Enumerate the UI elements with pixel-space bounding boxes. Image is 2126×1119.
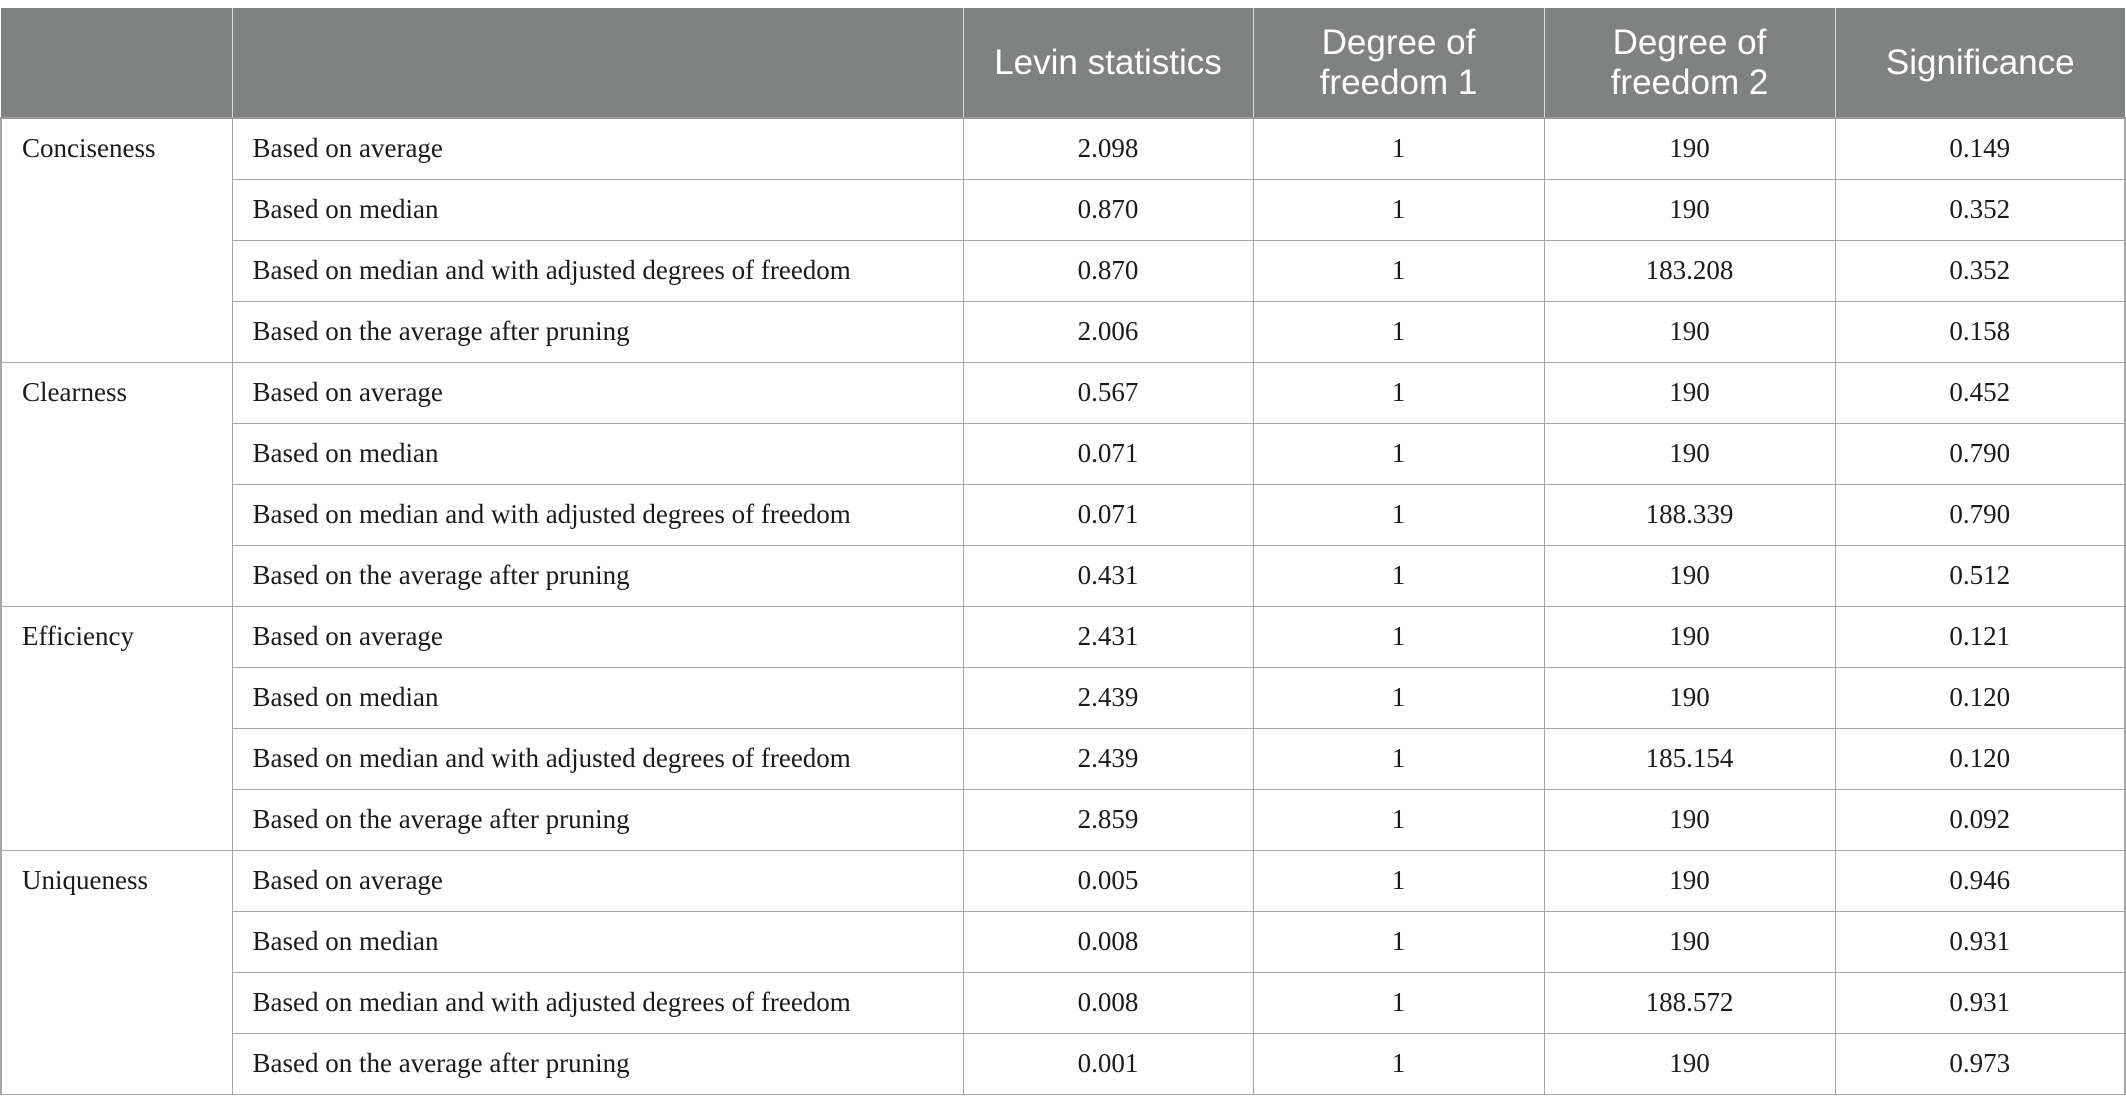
df1-cell: 1 — [1253, 118, 1544, 179]
df2-cell: 185.154 — [1544, 728, 1835, 789]
group-label-cell: Conciseness — [1, 118, 232, 362]
method-cell: Based on median — [232, 911, 963, 972]
df1-cell: 1 — [1253, 850, 1544, 911]
levin-statistic-cell: 0.870 — [963, 240, 1253, 301]
levene-test-table — [0, 8, 2126, 1095]
significance-cell: 0.452 — [1835, 362, 2125, 423]
table-row — [1, 423, 2125, 484]
df2-cell: 188.339 — [1544, 484, 1835, 545]
table-row — [1, 240, 2125, 301]
method-cell: Based on median — [232, 423, 963, 484]
df2-cell: 190 — [1544, 667, 1835, 728]
method-cell: Based on median and with adjusted degrees of freedom — [232, 728, 963, 789]
levin-statistic-cell: 0.870 — [963, 179, 1253, 240]
df2-cell: 190 — [1544, 423, 1835, 484]
df1-cell: 1 — [1253, 240, 1544, 301]
header-cell-significance: Significance — [1835, 8, 2125, 118]
table-row — [1, 606, 2125, 667]
df2-cell: 190 — [1544, 545, 1835, 606]
levin-statistic-cell: 0.005 — [963, 850, 1253, 911]
method-cell: Based on median — [232, 667, 963, 728]
table-row — [1, 728, 2125, 789]
method-cell: Based on the average after pruning — [232, 545, 963, 606]
df1-cell: 1 — [1253, 789, 1544, 850]
significance-cell: 0.120 — [1835, 728, 2125, 789]
table-row — [1, 667, 2125, 728]
significance-cell: 0.790 — [1835, 484, 2125, 545]
levin-statistic-cell: 0.008 — [963, 972, 1253, 1033]
table-body — [1, 118, 2125, 1094]
df1-cell: 1 — [1253, 362, 1544, 423]
group-label-cell: Clearness — [1, 362, 232, 606]
header-cell-degree-of-freedom-1: Degree of freedom 1 — [1253, 8, 1544, 118]
header-cell-group — [1, 8, 232, 118]
df2-cell: 190 — [1544, 301, 1835, 362]
significance-cell: 0.931 — [1835, 972, 2125, 1033]
method-cell: Based on median and with adjusted degrees of freedom — [232, 240, 963, 301]
df1-cell: 1 — [1253, 545, 1544, 606]
levin-statistic-cell: 2.098 — [963, 118, 1253, 179]
df1-cell: 1 — [1253, 606, 1544, 667]
levin-statistic-cell: 0.001 — [963, 1033, 1253, 1094]
df1-cell: 1 — [1253, 1033, 1544, 1094]
significance-cell: 0.149 — [1835, 118, 2125, 179]
table-row — [1, 850, 2125, 911]
levin-statistic-cell: 0.008 — [963, 911, 1253, 972]
header-cell-degree-of-freedom-2: Degree of freedom 2 — [1544, 8, 1835, 118]
table-row — [1, 1033, 2125, 1094]
df2-cell: 190 — [1544, 1033, 1835, 1094]
method-cell: Based on the average after pruning — [232, 301, 963, 362]
significance-cell: 0.946 — [1835, 850, 2125, 911]
significance-cell: 0.158 — [1835, 301, 2125, 362]
levin-statistic-cell: 2.439 — [963, 728, 1253, 789]
significance-cell: 0.121 — [1835, 606, 2125, 667]
method-cell: Based on median and with adjusted degrees of freedom — [232, 484, 963, 545]
levin-statistic-cell: 0.431 — [963, 545, 1253, 606]
table-row — [1, 484, 2125, 545]
df2-cell: 190 — [1544, 850, 1835, 911]
significance-cell: 0.120 — [1835, 667, 2125, 728]
levin-statistic-cell: 2.431 — [963, 606, 1253, 667]
method-cell: Based on median — [232, 179, 963, 240]
table-row — [1, 362, 2125, 423]
levin-statistic-cell: 0.071 — [963, 484, 1253, 545]
levin-statistic-cell: 0.071 — [963, 423, 1253, 484]
df2-cell: 190 — [1544, 606, 1835, 667]
significance-cell: 0.790 — [1835, 423, 2125, 484]
method-cell: Based on average — [232, 850, 963, 911]
significance-cell: 0.352 — [1835, 179, 2125, 240]
header-row — [1, 8, 2125, 118]
group-label-cell: Uniqueness — [1, 850, 232, 1094]
df2-cell: 190 — [1544, 789, 1835, 850]
levin-statistic-cell: 2.859 — [963, 789, 1253, 850]
levene-test-table-container — [0, 8, 2124, 1095]
df1-cell: 1 — [1253, 667, 1544, 728]
levin-statistic-cell: 0.567 — [963, 362, 1253, 423]
method-cell: Based on average — [232, 606, 963, 667]
table-row — [1, 179, 2125, 240]
df2-cell: 190 — [1544, 911, 1835, 972]
df1-cell: 1 — [1253, 423, 1544, 484]
significance-cell: 0.512 — [1835, 545, 2125, 606]
df2-cell: 190 — [1544, 118, 1835, 179]
df1-cell: 1 — [1253, 972, 1544, 1033]
table-header — [1, 8, 2125, 118]
method-cell: Based on average — [232, 362, 963, 423]
levin-statistic-cell: 2.439 — [963, 667, 1253, 728]
df1-cell: 1 — [1253, 179, 1544, 240]
df1-cell: 1 — [1253, 301, 1544, 362]
df2-cell: 190 — [1544, 362, 1835, 423]
significance-cell: 0.352 — [1835, 240, 2125, 301]
method-cell: Based on the average after pruning — [232, 789, 963, 850]
table-row — [1, 118, 2125, 179]
table-row — [1, 789, 2125, 850]
group-label-cell: Efficiency — [1, 606, 232, 850]
significance-cell: 0.931 — [1835, 911, 2125, 972]
header-cell-method — [232, 8, 963, 118]
table-row — [1, 301, 2125, 362]
significance-cell: 0.973 — [1835, 1033, 2125, 1094]
df1-cell: 1 — [1253, 911, 1544, 972]
method-cell: Based on the average after pruning — [232, 1033, 963, 1094]
method-cell: Based on average — [232, 118, 963, 179]
df2-cell: 188.572 — [1544, 972, 1835, 1033]
df1-cell: 1 — [1253, 484, 1544, 545]
df1-cell: 1 — [1253, 728, 1544, 789]
table-row — [1, 972, 2125, 1033]
table-row — [1, 545, 2125, 606]
significance-cell: 0.092 — [1835, 789, 2125, 850]
method-cell: Based on median and with adjusted degrees of freedom — [232, 972, 963, 1033]
df2-cell: 183.208 — [1544, 240, 1835, 301]
table-row — [1, 911, 2125, 972]
levin-statistic-cell: 2.006 — [963, 301, 1253, 362]
header-cell-levin-statistics: Levin statistics — [963, 8, 1253, 118]
df2-cell: 190 — [1544, 179, 1835, 240]
